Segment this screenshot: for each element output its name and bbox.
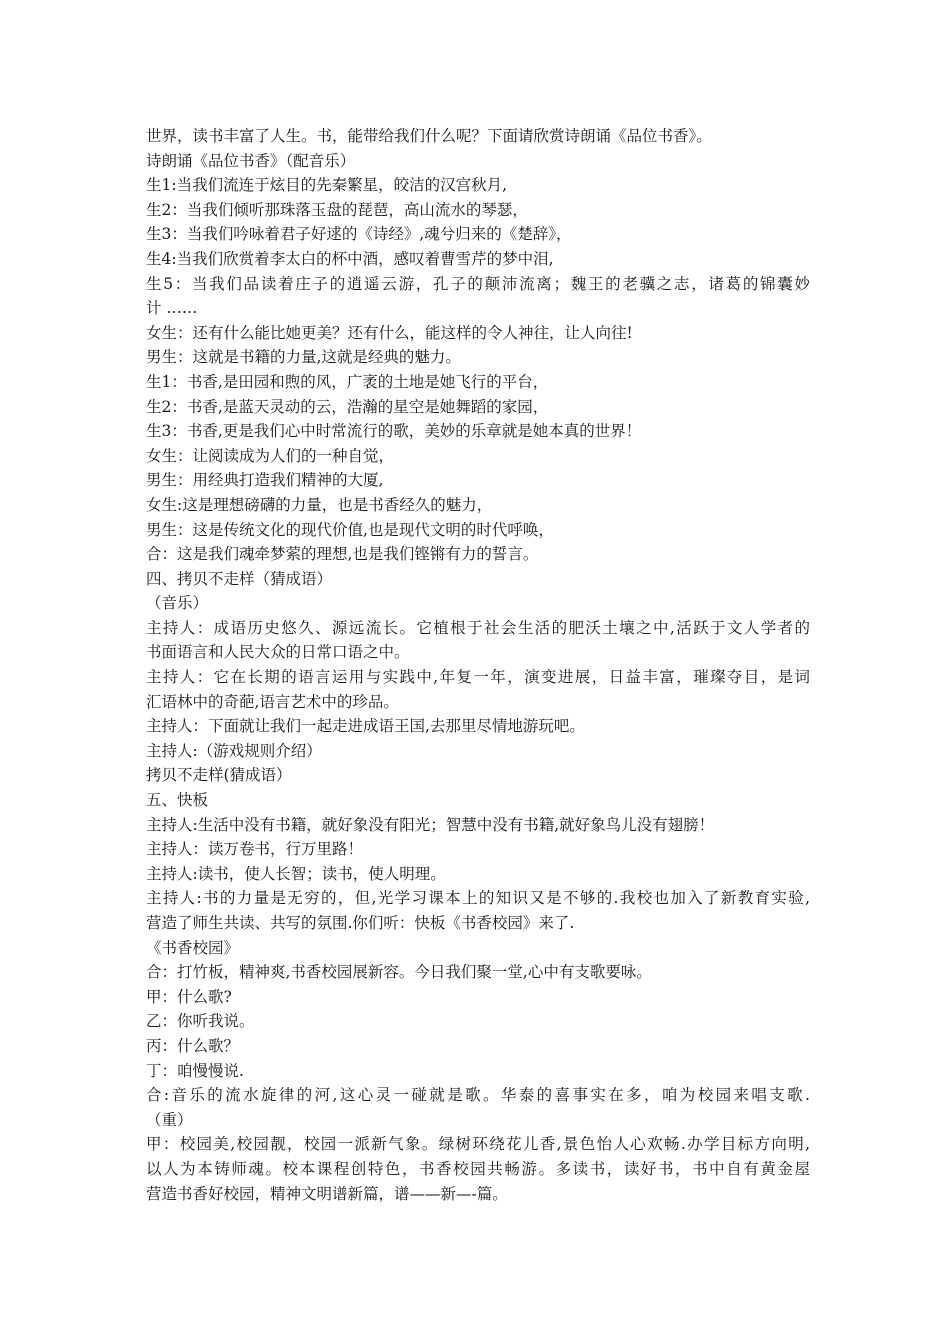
- text-line-11: 生1：书香,是田园和煦的风，广袤的土地是她飞行的平台，: [146, 372, 549, 391]
- text-line-34: 《书香校园》: [146, 938, 240, 957]
- text-line-39: 丁：咱慢慢说.: [146, 1061, 244, 1080]
- section-heading-5: 五、快板: [146, 791, 209, 810]
- text-line-1: 世界，读书丰富了人生。书，能带给我们什么呢？下面请欣赏诗朗诵《品位书香》。: [146, 127, 712, 145]
- text-line-4: 生2：当我们倾听那珠落玉盘的琵琶，高山流水的琴瑟，: [146, 200, 528, 219]
- text-line-36: 甲：什么歌?: [146, 987, 232, 1006]
- text-line-21: 主持人：成语历史悠久、源远流长。它植根于社会生活的肥沃土壤之中,活跃于文人学者的: [146, 618, 810, 637]
- text-line-26: 主持人:（游戏规则介绍）: [146, 741, 322, 760]
- text-line-20: （音乐）: [146, 594, 209, 613]
- text-line-10: 男生：这就是书籍的力量,这就是经典的魅力。: [146, 348, 461, 367]
- text-line-24: 汇语林中的奇葩,语言艺术中的珍品。: [146, 692, 399, 711]
- text-line-38: 丙：什么歌？: [146, 1036, 240, 1055]
- text-line-3: 生1:当我们流连于炫目的先秦繁星，皎洁的汉宫秋月,: [146, 176, 508, 195]
- text-line-37: 乙：你听我说。: [146, 1012, 255, 1031]
- text-line-33: 营造了师生共读、共写的氛围.你们听：快板《书香校园》来了.: [146, 914, 575, 932]
- text-line-23: 主持人：它在长期的语言运用与实践中,年复一年，演变进展，日益丰富，璀璨夺目，是词: [146, 668, 810, 687]
- text-line-12: 生2：书香,是蓝天灵动的云，浩瀚的星空是她舞蹈的家园，: [146, 397, 549, 416]
- text-line-18: 合：这是我们魂牵梦萦的理想,也是我们铿锵有力的誓言。: [146, 545, 539, 564]
- document-body: [146, 124, 810, 1206]
- text-line-25: 主持人：下面就让我们一起走进成语王国,去那里尽情地游玩吧。: [146, 717, 585, 736]
- text-line-31: 主持人:读书，使人长智；读书，使人明理。: [146, 864, 446, 883]
- section-heading-4: 四、拷贝不走样（猜成语）: [146, 569, 333, 588]
- text-line-29: 主持人:生活中没有书籍，就好象没有阳光；智慧中没有书籍,就好象鸟儿没有翅膀！: [146, 815, 715, 834]
- text-line-41: （重）: [146, 1110, 193, 1129]
- text-line-2: 诗朗诵《品位书香》（配音乐）: [146, 151, 356, 170]
- text-line-7: 生5：当我们品读着庄子的逍遥云游，孔子的颠沛流离；魏王的老骥之志，诸葛的锦囊妙: [146, 274, 810, 293]
- text-line-16: 女生:这是理想磅礴的力量，也是书香经久的魅力，: [146, 495, 493, 514]
- text-line-5: 生3：当我们吟咏着君子好逑的《诗经》,魂兮归来的《楚辞》，: [146, 225, 572, 244]
- text-line-17: 男生：这是传统文化的现代价值,也是现代文明的时代呼唤，: [146, 520, 554, 539]
- text-line-8: 计 ……: [146, 299, 198, 318]
- text-line-9: 女生：还有什么能比她更美？还有什么，能这样的令人神往，让人向往!: [146, 323, 633, 342]
- text-line-35: 合：打竹板，精神爽,书香校园展新容。今日我们聚一堂,心中有支歌要咏。: [146, 963, 652, 982]
- text-line-27: 拷贝不走样(猜成语）: [146, 766, 292, 785]
- text-line-30: 主持人：读万卷书，行万里路！: [146, 840, 364, 859]
- text-line-32: 主持人:书的力量是无穷的，但,光学习课本上的知识又是不够的.我校也加入了新教育实验,: [146, 889, 810, 908]
- text-line-42: 甲：校园美,校园靓，校园一派新气象。绿树环绕花儿香,景色怡人心欢畅.办学目标方向明,: [146, 1135, 810, 1154]
- text-line-43: 以人为本铸师魂。校本课程创特色，书香校园共畅游。多读书，读好书，书中自有黄金屋: [146, 1159, 810, 1178]
- text-line-14: 女生：让阅读成为人们的一种自觉，: [146, 446, 395, 465]
- text-line-6: 生4:当我们欣赏着李太白的杯中酒，感叹着曹雪芹的梦中泪,: [146, 249, 554, 268]
- text-line-22: 书面语言和人民大众的日常口语之中。: [146, 643, 410, 662]
- text-line-40: 合:音乐的流水旋律的河,这心灵一碰就是歌。华泰的喜事实在多，咱为校园来唱支歌.: [146, 1086, 810, 1105]
- text-line-15: 男生：用经典打造我们精神的大厦,: [146, 471, 384, 490]
- text-line-13: 生3：书香,更是我们心中时常流行的歌，美妙的乐章就是她本真的世界！: [146, 422, 642, 441]
- text-line-44: 营造书香好校园，精神文明谱新篇，谱——新—-篇。: [146, 1184, 508, 1203]
